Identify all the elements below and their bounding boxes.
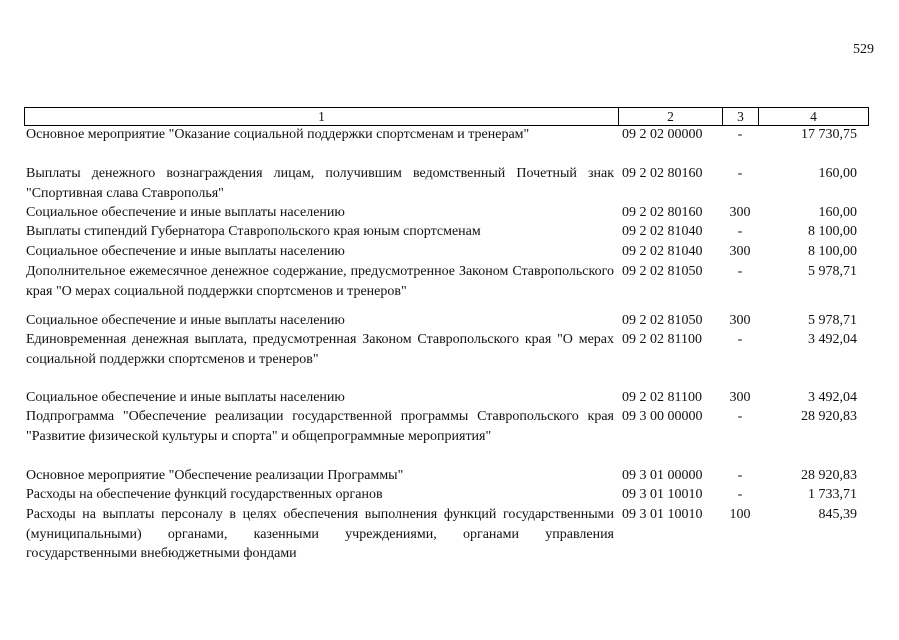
- row-name: Выплаты стипендий Губернатора Ставропольского края юным спортсменам: [26, 224, 481, 239]
- row-type: -: [737, 409, 743, 424]
- row-code: 09 2 02 81100: [622, 390, 702, 405]
- row-type: -: [737, 224, 743, 239]
- row-amount: 3 492,04: [808, 390, 857, 405]
- header-col-4: 4: [759, 108, 869, 126]
- row-code: 09 2 02 81040: [622, 244, 703, 259]
- page-number: 529: [853, 42, 874, 57]
- row-name: Выплаты денежного вознаграждения лицам, получившим ведомственный Почетный знак "Спортивная слава Ставрополья": [26, 166, 614, 201]
- row-amount: 3 492,04: [808, 332, 857, 347]
- row-name: Дополнительное ежемесячное денежное содержание, предусмотренное Законом Ставропольского края "О мерах социальной поддержки спортсменов и тренеров": [26, 264, 614, 299]
- row-type: -: [737, 332, 743, 347]
- row-amount: 17 730,75: [801, 127, 857, 142]
- column-header-row: [25, 108, 869, 126]
- row-code: 09 3 00 00000: [622, 409, 703, 424]
- row-code: 09 2 02 81050: [622, 313, 703, 328]
- row-name: Социальное обеспечение и иные выплаты населению: [26, 244, 345, 259]
- row-type: 100: [729, 507, 751, 522]
- row-type: 300: [729, 244, 751, 259]
- row-code: 09 3 01 10010: [622, 507, 703, 522]
- row-amount: 160,00: [818, 166, 857, 181]
- header-col-2: 2: [619, 108, 723, 126]
- row-type: -: [737, 127, 743, 142]
- row-type: -: [737, 264, 743, 279]
- row-name: Расходы на обеспечение функций государственных органов: [26, 487, 383, 502]
- row-code: 09 2 02 80160: [622, 205, 703, 220]
- row-name: Единовременная денежная выплата, предусмотренная Законом Ставропольского края "О мерах социальной поддержки спортсменов и тренеров": [26, 332, 614, 367]
- row-code: 09 3 01 10010: [622, 487, 703, 502]
- row-type: -: [737, 487, 743, 502]
- row-amount: 8 100,00: [808, 244, 857, 259]
- row-amount: 28 920,83: [801, 468, 857, 483]
- row-name: Расходы на выплаты персоналу в целях обеспечения выполнения функций государственными (муниципальными) органами, казенными учреждениями, органами управления государственными внебюджетными фондами: [26, 507, 614, 561]
- header-col-1: 1: [25, 108, 619, 126]
- row-type: 300: [729, 313, 751, 328]
- row-amount: 1 733,71: [808, 487, 857, 502]
- row-name: Основное мероприятие "Оказание социальной поддержки спортсменам и тренерам": [26, 127, 530, 142]
- row-name: Социальное обеспечение и иные выплаты населению: [26, 390, 345, 405]
- column-header-table: [24, 107, 869, 126]
- row-code: 09 2 02 81100: [622, 332, 702, 347]
- row-amount: 28 920,83: [801, 409, 857, 424]
- row-code: 09 2 02 00000: [622, 127, 703, 142]
- row-amount: 845,39: [818, 507, 857, 522]
- row-code: 09 2 02 81040: [622, 224, 703, 239]
- row-amount: 8 100,00: [808, 224, 857, 239]
- row-amount: 5 978,71: [808, 313, 857, 328]
- row-name: Подпрограмма "Обеспечение реализации государственной программы Ставропольского края "Развитие физической культуры и спорта" и общепрограммные мероприятия": [26, 409, 614, 444]
- row-type: -: [737, 166, 743, 181]
- row-code: 09 2 02 81050: [622, 264, 703, 279]
- row-type: -: [737, 468, 743, 483]
- row-name: Основное мероприятие "Обеспечение реализации Программы": [26, 468, 404, 483]
- row-name: Социальное обеспечение и иные выплаты населению: [26, 205, 345, 220]
- row-code: 09 2 02 80160: [622, 166, 703, 181]
- row-type: 300: [729, 205, 751, 220]
- row-amount: 5 978,71: [808, 264, 857, 279]
- row-name: Социальное обеспечение и иные выплаты населению: [26, 313, 345, 328]
- row-type: 300: [729, 390, 751, 405]
- row-code: 09 3 01 00000: [622, 468, 703, 483]
- row-amount: 160,00: [818, 205, 857, 220]
- header-col-3: 3: [723, 108, 759, 126]
